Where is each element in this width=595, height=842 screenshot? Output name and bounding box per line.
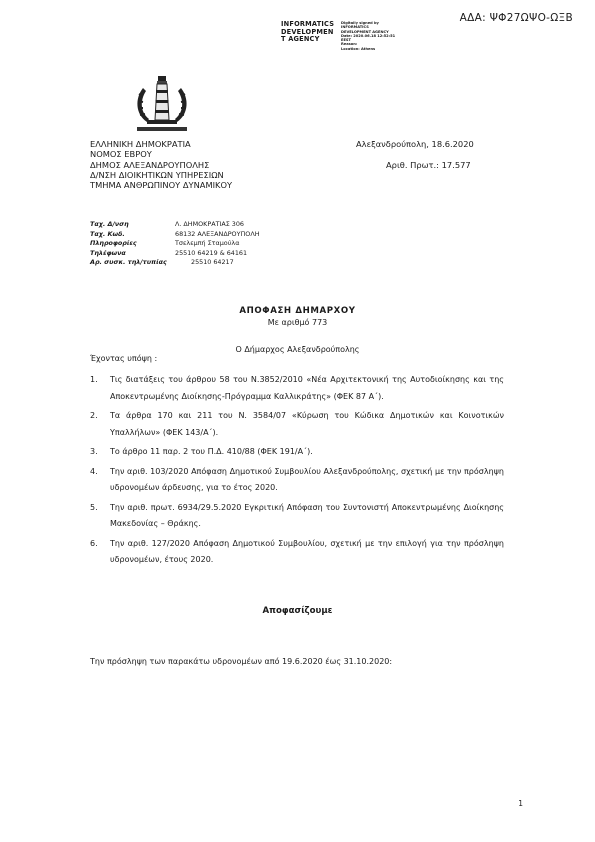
stamp-line: INFORMATICS [281, 20, 335, 28]
list-item-text: Την αριθ. 127/2020 Απόφαση Δημοτικού Συμβουλίου, σχετική με την επιλογή για την πρόσληψη υδρονομέων, έτους 2020. [110, 538, 504, 564]
decision-number: Με αριθμό 773 [267, 318, 328, 327]
contact-label: Πληροφορίες [90, 239, 137, 247]
contact-label: Ταχ. Δ/νση [90, 220, 129, 228]
contact-row [90, 258, 260, 268]
list-item: 1. Τις διατάξεις του άρθρου 58 του Ν.3852/2010 «Νέα Αρχιτεκτονική της Αυτοδιοίκησης και της Αποκεντρωμένης Διοίκησης-Πρόγραμμα Καλλικράτης» (ΦΕΚ 87 Α΄). [90, 372, 504, 405]
digital-signature-stamp [281, 21, 334, 44]
list-item: 4. Την αριθ. 103/2020 Απόφαση Δημοτικού Συμβουλίου Αλεξανδρούπολης, σχετική με την πρόσληψη υδρονομέων άρδευσης, για το έτος 2020. [90, 464, 504, 497]
considering-label: Έχοντας υπόψη : [90, 354, 158, 363]
lighthouse-emblem-icon [133, 70, 191, 134]
list-item: 6. Την αριθ. 127/2020 Απόφαση Δημοτικού Συμβουλίου, σχετική με την επιλογή για την πρόσληψη υδρονομέων, έτους 2020. [90, 536, 504, 569]
digital-signature-details [341, 21, 395, 51]
stamp-detail: EEST [341, 38, 351, 43]
header-line: Δ/ΝΣΗ ΔΙΟΙΚΗΤΙΚΩΝ ΥΠΗΡΕΣΙΩΝ [90, 169, 224, 180]
protocol-number: Αριθ. Πρωτ.: 17.577 [386, 159, 471, 170]
header-line: ΔΗΜΟΣ ΑΛΕΞΑΝΔΡΟΥΠΟΛΗΣ [90, 159, 210, 170]
hiring-statement: Την πρόσληψη των παρακάτω υδρονομέων από 19.6.2020 έως 31.10.2020: [90, 657, 393, 666]
stamp-line: T AGENCY [281, 35, 320, 44]
ada-code: ΑΔΑ: ΨΦ27ΩΨΟ-ΩΞΒ [459, 12, 573, 24]
list-item-text: Τις διατάξεις του άρθρου 58 του Ν.3852/2010 «Νέα Αρχιτεκτονική της Αυτοδιοίκησης και της Αποκεντρωμένης Διοίκησης-Πρόγραμμα Καλλικράτης» (ΦΕΚ 87 Α΄). [110, 375, 504, 401]
contact-value: Λ. ΔΗΜΟΚΡΑΤΙΑΣ 306 [175, 220, 244, 228]
contact-info [90, 220, 260, 268]
decide-heading: Αποφασίζουμε [262, 606, 333, 616]
page-number: 1 [518, 799, 523, 808]
mayor-line: Ο Δήμαρχος Αλεξανδρούπολης [235, 345, 360, 354]
contact-row [90, 230, 260, 240]
stamp-detail: INFORMATICS [341, 25, 369, 30]
considerations-list [90, 372, 504, 572]
contact-value: Τσελεμπή Σταμούλα [175, 239, 240, 247]
contact-row [90, 239, 260, 249]
list-item-text: Τα άρθρα 170 και 211 του Ν. 3584/07 «Κύρωση του Κώδικα Δημοτικών και Κοινοτικών Υπαλλήλων» (ΦΕΚ 143/Α΄). [110, 411, 504, 437]
contact-row [90, 220, 260, 230]
contact-label: Τηλέφωνα [90, 248, 126, 257]
contact-value: 68132 ΑΛΕΞΑΝΔΡΟΥΠΟΛΗ [175, 229, 260, 238]
document-date: Αλεξανδρούπολη, 18.6.2020 [356, 139, 474, 149]
header-line: ΕΛΛΗΝΙΚΗ ΔΗΜΟΚΡΑΤΙΑ [90, 139, 191, 149]
stamp-detail: Location: Athens [341, 46, 376, 51]
list-item-text: Την αριθ. 103/2020 Απόφαση Δημοτικού Συμβουλίου Αλεξανδρούπολης, σχετική με την πρόσληψη υδρονομέων άρδευσης, για το έτος 2020. [110, 466, 504, 492]
header-line: ΝΟΜΟΣ ΕΒΡΟΥ [90, 149, 152, 160]
municipality-logo [133, 70, 191, 134]
contact-row [90, 249, 260, 259]
list-item: 5. Την αριθ. πρωτ. 6934/29.5.2020 Εγκριτική Απόφαση του Συντονιστή Αποκεντρωμένης Διοίκησης Μακεδονίας – Θράκης. [90, 500, 504, 533]
stamp-line: DEVELOPMEN [281, 27, 334, 36]
contact-label: Αρ. συσκ. τηλ/τυπίας [90, 258, 167, 266]
contact-value: 25510 64219 & 64161 [175, 248, 248, 257]
list-item-text: Το άρθρο 11 παρ. 2 του Π.Δ. 410/88 (ΦΕΚ 191/Α΄). [110, 447, 313, 456]
list-item-text: Την αριθ. πρωτ. 6934/29.5.2020 Εγκριτική Απόφαση του Συντονιστή Αποκεντρωμένης Διοίκησης Μακεδονίας – Θράκης. [110, 502, 504, 528]
decision-title: ΑΠΟΦΑΣΗ ΔΗΜΑΡΧΟΥ [239, 306, 356, 316]
stamp-detail: Digitally signed by [341, 21, 379, 25]
stamp-detail: Reason: [341, 42, 358, 47]
header-line: ΤΜΗΜΑ ΑΝΘΡΩΠΙΝΟΥ ΔΥΝΑΜΙΚΟΥ [90, 180, 233, 191]
stamp-detail: DEVELOPMENT AGENCY [341, 29, 389, 34]
list-item: 2. Τα άρθρα 170 και 211 του Ν. 3584/07 «Κύρωση του Κώδικα Δημοτικών και Κοινοτικών Υπαλλήλων» (ΦΕΚ 143/Α΄). [90, 408, 504, 441]
contact-value: 25510 64217 [191, 258, 234, 266]
issuer-header [90, 139, 232, 190]
date-protocol-block [356, 139, 474, 170]
stamp-detail: Date: 2020.06.18 12:52:51 [341, 33, 396, 38]
list-item: 3. Το άρθρο 11 παρ. 2 του Π.Δ. 410/88 (ΦΕΚ 191/Α΄). [90, 444, 504, 461]
contact-label: Ταχ. Κωδ. [90, 229, 125, 238]
